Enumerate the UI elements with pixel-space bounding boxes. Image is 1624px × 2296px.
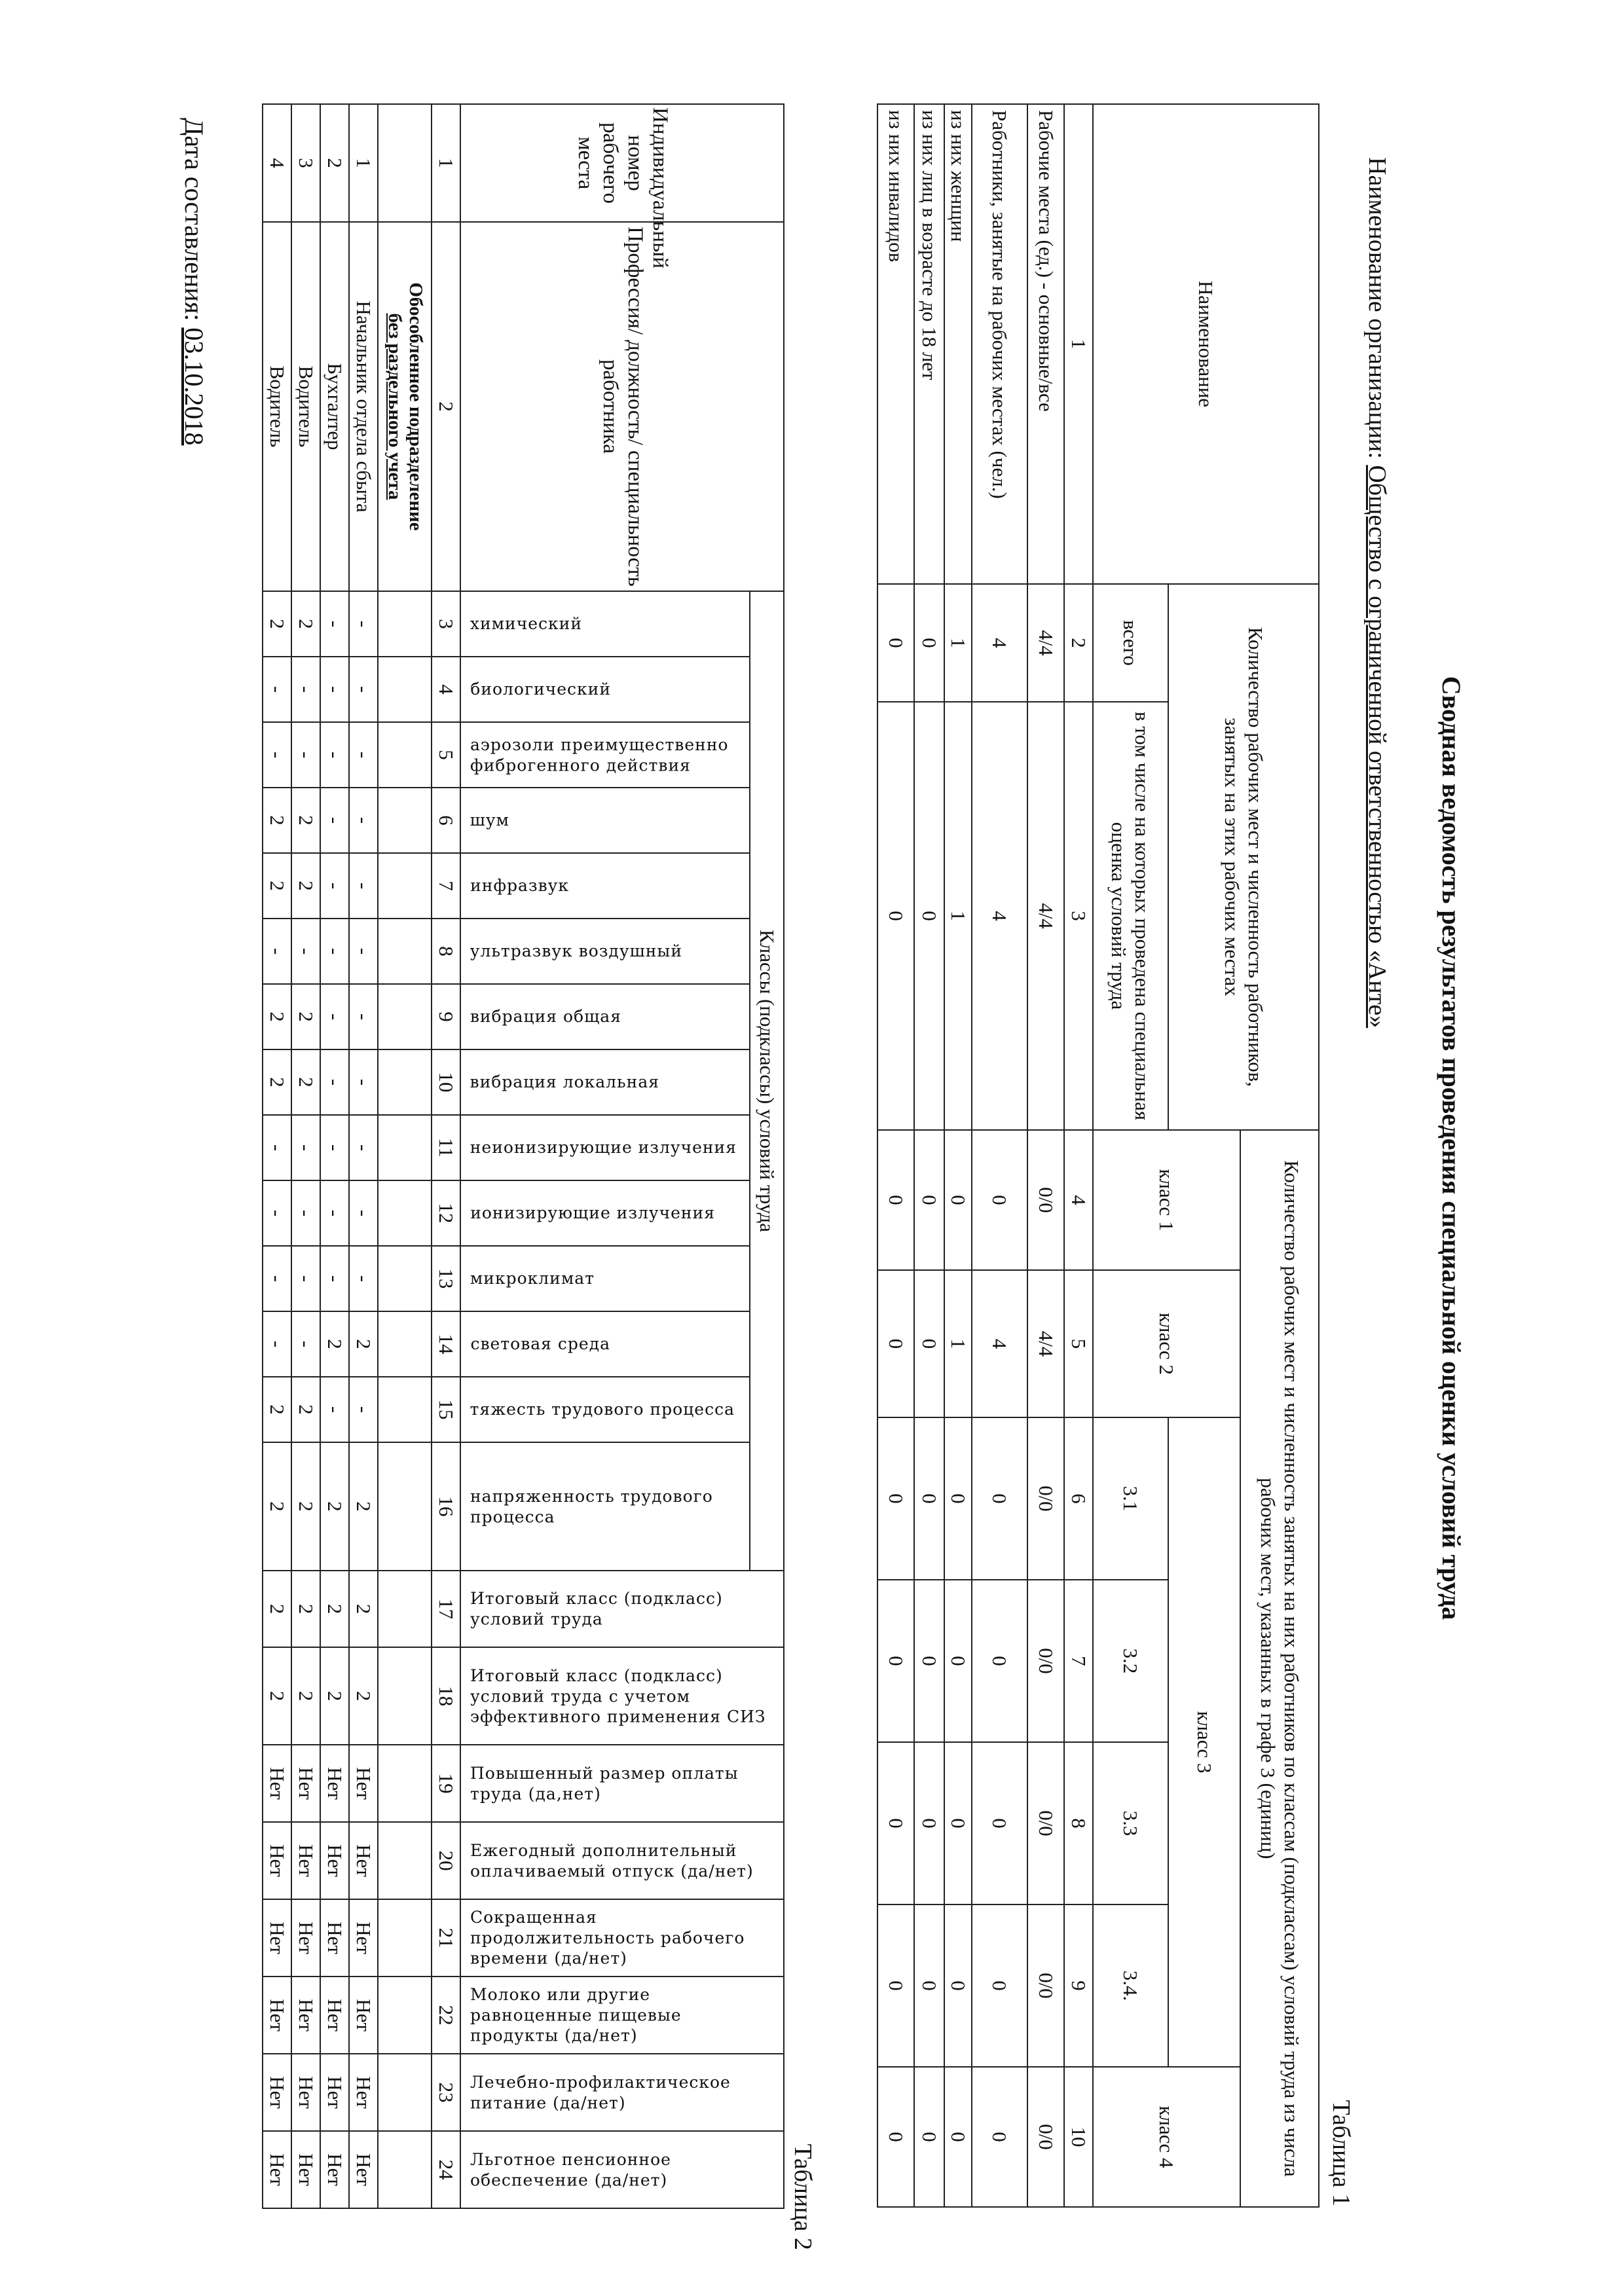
class-value: - [320,1115,349,1180]
class-value: Нет [291,2054,320,2131]
class-value: 2 [291,1571,320,1647]
header-text: неионизирующие излучения [470,1138,737,1157]
header-summary-column [460,1571,784,1647]
class-value: 2 [263,591,291,657]
class-value: - [320,853,349,919]
row-value: 0 [972,1742,1027,1904]
profession: Бухгалтер [320,222,349,591]
row-value: 0 [914,1270,944,1417]
class-value: Нет [349,2054,378,2131]
date-label: Дата составления: [179,118,209,321]
column-number: 4 [432,657,460,722]
class-value: - [320,1377,349,1442]
table-row [972,104,1027,2207]
column-number: 7 [1064,1580,1093,1742]
empty-cell [378,1822,432,1899]
row-value: 0/0 [1027,1417,1064,1580]
header-text: Сокращенная продолжительность рабочего времени (да/нет) [470,1908,745,1968]
header-factor-column [460,1180,750,1246]
column-number: 8 [432,919,460,984]
class-value: - [291,919,320,984]
empty-cell [378,919,432,984]
header-text: Льготное пенсионное обеспечение (да/нет) [470,2149,671,2190]
class-value: Нет [320,1899,349,1977]
empty-cell [378,1377,432,1442]
document-title: Сводная ведомость результатов проведения специальной оценки условий труда [1437,676,1466,1620]
class-value: - [320,1049,349,1115]
class-value: 2 [263,984,291,1049]
column-number: 19 [432,1745,460,1822]
summary-table [877,103,1320,2208]
column-number: 3 [1064,702,1093,1130]
row-value: 0 [877,1742,914,1904]
class-value: Нет [263,2054,291,2131]
header-factor-column [460,984,750,1049]
table-row [320,104,349,2208]
workplace-number: 3 [291,104,320,222]
class-value: Нет [349,1899,378,1977]
row-value: 0 [914,1580,944,1742]
header-factor-column [460,853,750,919]
class-value: 2 [320,1647,349,1745]
class-value: Нет [320,2131,349,2208]
column-number: 17 [432,1571,460,1647]
class-value: - [349,853,378,919]
class-value: 2 [349,1311,378,1377]
column-number: 10 [1064,2067,1093,2207]
row-value: 1 [944,1270,972,1417]
profession: Начальник отдела сбыта [349,222,378,591]
header-text: химический [470,614,583,634]
row-value: 0 [877,1130,914,1270]
column-number: 14 [432,1311,460,1377]
header-class4: класс 4 [1093,2067,1240,2207]
workplace-number: 2 [320,104,349,222]
workplace-table [262,103,784,2209]
class-value: Нет [291,1899,320,1977]
empty-cell [378,1647,432,1745]
empty-cell [378,2131,432,2208]
class-value: 2 [291,1442,320,1571]
class-value: 2 [263,1442,291,1571]
row-value: 4/4 [1027,1270,1064,1417]
empty-cell [378,657,432,722]
header-text: Повышенный размер оплаты труда (да,нет) [470,1763,739,1804]
header-text: шум [470,811,510,830]
header-sub-3-3: 3.3 [1093,1742,1168,1904]
class-value: Нет [263,2131,291,2208]
header-factor-column [460,1049,750,1115]
row-value: 0/0 [1027,1904,1064,2067]
header-summary-column [460,2054,784,2131]
row-value: 4 [972,1270,1027,1417]
table-row [944,104,972,2207]
column-number: 24 [432,2131,460,2208]
row-value: 1 [944,584,972,702]
date-line [179,118,210,445]
row-value: 0 [914,2067,944,2207]
header-name: Наименование [1093,104,1319,584]
class-value: - [291,1115,320,1180]
class-value: Нет [291,1745,320,1822]
row-label: из них инвалидов [877,104,914,584]
header-summary-column [460,2131,784,2208]
empty-cell [378,1049,432,1115]
header-text: инфразвук [470,876,569,896]
subdivision-row [378,222,432,591]
row-value: 0 [972,1904,1027,2067]
class-value: 2 [291,853,320,919]
class-value: - [349,984,378,1049]
row-value: 0 [914,1904,944,2067]
row-value: 4 [972,584,1027,702]
class-value: Нет [263,1745,291,1822]
row-value: 0 [944,1742,972,1904]
class-value: 2 [291,591,320,657]
empty-cell [378,104,432,222]
header-text: аэрозоли преимущественно фиброгенного действия [470,735,729,774]
row-value: 0 [944,1904,972,2067]
row-value: 0 [972,2067,1027,2207]
row-value: 0 [914,1742,944,1904]
row-value: 0 [877,1417,914,1580]
table-row [914,104,944,2207]
row-value: 0 [944,1580,972,1742]
row-value: 0/0 [1027,2067,1064,2207]
row-value: 0/0 [1027,1580,1064,1742]
header-factor-column [460,657,750,722]
header-text: ионизирующие излучения [470,1203,715,1223]
class-value: Нет [320,1822,349,1899]
empty-cell [378,1180,432,1246]
column-number: 6 [1064,1417,1093,1580]
subdivision-subtitle: без раздельного учета [384,313,405,500]
class-value: Нет [291,1822,320,1899]
class-value: 2 [320,1571,349,1647]
header-total: всего [1093,584,1168,702]
class-value: - [349,919,378,984]
column-number: 22 [432,1977,460,2054]
class-value: - [320,591,349,657]
empty-cell [378,1745,432,1822]
header-sub-3-2: 3.2 [1093,1580,1168,1742]
class-value: - [263,722,291,788]
class-value: - [320,1246,349,1311]
header-factor-column [460,788,750,853]
workplace-number: 4 [263,104,291,222]
column-number: 1 [432,104,460,222]
empty-cell [378,1442,432,1571]
profession: Водитель [291,222,320,591]
class-value: 2 [320,1311,349,1377]
organization-name: Общество с ограниченной ответственностью «Анте» [1363,465,1391,1029]
empty-cell [378,591,432,657]
table2-caption: Таблица 2 [789,2143,817,2250]
column-number: 11 [432,1115,460,1180]
organization-line [1363,157,1392,1028]
row-value: 0 [972,1417,1027,1580]
class-value: - [349,657,378,722]
header-text: Итоговый класс (подкласс) условий труда с учетом эффективного применения СИЗ [470,1666,766,1726]
row-value: 0 [914,1417,944,1580]
row-value: 0 [877,584,914,702]
row-value: 0 [972,1130,1027,1270]
class-value: 2 [291,788,320,853]
header-summary-column [460,1977,784,2054]
class-value: Нет [349,1822,378,1899]
class-value: 2 [263,853,291,919]
class-value: Нет [291,2131,320,2208]
row-value: 4/4 [1027,702,1064,1130]
column-number: 20 [432,1822,460,1899]
table-row [877,104,914,2207]
column-number: 3 [432,591,460,657]
class-value: - [320,984,349,1049]
header-text: напряженность трудового процесса [470,1486,713,1527]
class-value: 2 [263,788,291,853]
class-value: 2 [320,1442,349,1571]
header-text: Лечебно-профилактическое питание (да/нет) [470,2072,731,2113]
table-row [349,104,378,2208]
header-summary-column [460,1899,784,1977]
class-value: 2 [349,1571,378,1647]
column-number: 6 [432,788,460,853]
workplace-number: 1 [349,104,378,222]
row-value: 0/0 [1027,1130,1064,1270]
column-number: 4 [1064,1130,1093,1270]
class-value: 2 [263,1647,291,1745]
date-value: 03.10.2018 [179,327,209,446]
class-value: - [349,591,378,657]
header-text: тяжесть трудового процесса [470,1400,735,1419]
header-classes-count: Количество рабочих мест и численность занятых на них работников по классам (подклассам) условий труда из числа рабочих мест, указанных в графе 3 (единиц) [1240,1130,1319,2207]
class-value: 2 [263,1571,291,1647]
class-value: - [320,919,349,984]
empty-cell [378,1899,432,1977]
row-value: 4/4 [1027,584,1064,702]
header-factor-column [460,1246,750,1311]
table-row [291,104,320,2208]
table-row [263,104,291,2208]
class-value: 2 [291,1049,320,1115]
row-value: 0 [944,2067,972,2207]
row-value: 0 [944,1130,972,1270]
class-value: - [349,1377,378,1442]
header-factor-column [460,1115,750,1180]
column-number: 5 [432,722,460,788]
header-class3: класс 3 [1168,1417,1240,2067]
column-number: 5 [1064,1270,1093,1417]
header-profession: Профессия/ должность/ специальность работника [460,222,784,591]
profession: Водитель [263,222,291,591]
class-value: - [349,1049,378,1115]
header-factor-column [460,1311,750,1377]
class-value: 2 [349,1442,378,1571]
row-value: 0 [944,1417,972,1580]
header-text: световая среда [470,1334,610,1354]
class-value: - [349,1115,378,1180]
column-number: 18 [432,1647,460,1745]
row-value: 0 [914,584,944,702]
column-number: 12 [432,1180,460,1246]
class-value: Нет [291,1977,320,2054]
class-value: Нет [320,1977,349,2054]
row-value: 0 [914,702,944,1130]
header-class1: класс 1 [1093,1130,1240,1270]
header-text: Ежегодный дополнительный оплачиваемый отпуск (да/нет) [470,1840,754,1881]
class-value: - [263,1311,291,1377]
class-value: - [320,788,349,853]
class-value: - [320,1180,349,1246]
class-value: - [263,1180,291,1246]
class-value: Нет [320,1745,349,1822]
class-value: 2 [349,1647,378,1745]
header-summary-column [460,1822,784,1899]
class-value: Нет [349,1745,378,1822]
header-text: биологический [470,680,611,699]
class-value: - [349,1180,378,1246]
empty-cell [378,2054,432,2131]
header-summary-column [460,1745,784,1822]
header-text: вибрация локальная [470,1072,660,1092]
header-summary-column [460,1647,784,1745]
row-value: 0 [877,2067,914,2207]
header-assessed: в том числе на которых проведена специальная оценка условий труда [1093,702,1168,1130]
column-number: 7 [432,853,460,919]
class-value: 2 [291,1377,320,1442]
column-number: 15 [432,1377,460,1442]
class-value: - [349,1246,378,1311]
table1-caption: Таблица 1 [1327,2100,1355,2206]
header-text: Итоговый класс (подкласс) условий труда [470,1589,723,1629]
row-label: Работники, занятые на рабочих местах (чел.) [972,104,1027,584]
empty-cell [378,1571,432,1647]
column-number: 23 [432,2054,460,2131]
header-factor-column [460,1377,750,1442]
class-value: - [320,657,349,722]
row-value: 0 [972,1580,1027,1742]
class-value: - [291,1246,320,1311]
column-number: 2 [1064,584,1093,702]
header-sub-3-4: 3.4. [1093,1904,1168,2067]
column-number: 13 [432,1246,460,1311]
class-value: - [263,1246,291,1311]
empty-cell [378,1977,432,2054]
header-text: Молоко или другие равноценные пищевые продукты (да/нет) [470,1985,682,2045]
header-workplaces-count: Количество рабочих мест и численность работников, занятых на этих рабочих местах [1168,584,1319,1130]
row-value: 0 [877,1270,914,1417]
column-number: 2 [432,222,460,591]
column-number: 1 [1064,104,1093,584]
header-factor-column [460,1442,750,1571]
class-value: 2 [291,984,320,1049]
class-value: - [291,1180,320,1246]
header-text: ультразвук воздушный [470,941,683,961]
header-sub-3-1: 3.1 [1093,1417,1168,1580]
header-class2: класс 2 [1093,1270,1240,1417]
class-value: 2 [263,1049,291,1115]
class-value: - [349,722,378,788]
empty-cell [378,1311,432,1377]
row-value: 1 [944,702,972,1130]
column-number: 9 [432,984,460,1049]
class-value: Нет [263,1977,291,2054]
class-value: - [263,657,291,722]
header-factor-column [460,919,750,984]
row-value: 4 [972,702,1027,1130]
class-value: Нет [349,1977,378,2054]
class-value: - [263,1115,291,1180]
class-value: - [291,722,320,788]
row-label: из них лиц в возрасте до 18 лет [914,104,944,584]
empty-cell [378,984,432,1049]
row-value: 0/0 [1027,1742,1064,1904]
class-value: - [291,1311,320,1377]
class-value: Нет [263,1822,291,1899]
header-classes-band: Классы (подклассы) условий труда [750,591,784,1571]
class-value: - [291,657,320,722]
subdivision-title: Обособленное подразделение [405,282,426,531]
table-row [1027,104,1064,2207]
class-value: Нет [349,2131,378,2208]
empty-cell [378,1115,432,1180]
header-factor-column [460,722,750,788]
class-value: Нет [263,1899,291,1977]
class-value: 2 [263,1377,291,1442]
organization-label: Наименование организации: [1363,157,1391,459]
column-number: 16 [432,1442,460,1571]
header-text: микроклимат [470,1269,595,1288]
empty-cell [378,1246,432,1311]
header-factor-column [460,591,750,657]
class-value: 2 [291,1647,320,1745]
row-label: Рабочие места (ед.) - основные/все [1027,104,1064,584]
empty-cell [378,853,432,919]
row-value: 0 [877,1904,914,2067]
row-value: 0 [877,1580,914,1742]
row-value: 0 [877,702,914,1130]
column-number: 10 [432,1049,460,1115]
header-workplace-number: Индивидуальный номер рабочего места [460,104,784,222]
column-number: 8 [1064,1742,1093,1904]
row-value: 0 [914,1130,944,1270]
empty-cell [378,722,432,788]
class-value: - [349,788,378,853]
header-text: вибрация общая [470,1007,622,1027]
column-number: 9 [1064,1904,1093,2067]
class-value: - [320,722,349,788]
column-number: 21 [432,1899,460,1977]
class-value: Нет [320,2054,349,2131]
empty-cell [378,788,432,853]
class-value: - [263,919,291,984]
row-label: из них женщин [944,104,972,584]
